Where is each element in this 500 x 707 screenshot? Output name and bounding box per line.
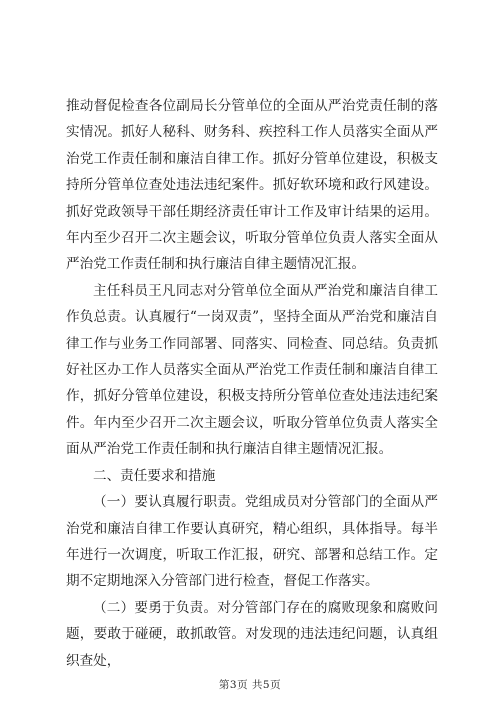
page-number-footer: 第3页 共5页 bbox=[218, 679, 282, 691]
paragraph-3: （一）要认真履行职责。党组成员对分管部门的全面从严治党和廉洁自律工作要认真研究，精心组织，具体指导。每半年进行一次调度，听取工作汇报，研究、部署和总结工作。定期不定期地深入分管部门进行检查，督促工作落实。 bbox=[66, 494, 438, 590]
section-heading: 二、责任要求和措施 bbox=[93, 467, 216, 484]
paragraph-2: 主任科员王凡同志对分管单位全面从严治党和廉洁自律工作负总责。认真履行“一岗双责”，坚持全面从严治党和廉洁自律工作与业务工作同部署、同落实、同检查、同总结。负责抓好社区办工作人员落实全面从严治党工作责任制和廉洁自律工作，抓好分管单位建设，积极支持所分管单位查处违法违纪案件。年内至少召开二次主题会议，听取分管单位负责人落实全面从严治党工作责任制和执行廉洁自律主题情况汇报。 bbox=[66, 282, 438, 458]
document-body bbox=[66, 93, 438, 674]
paragraph-1: 推动督促检查各位副局长分管单位的全面从严治党责任制的落实情况。抓好人秘科、财务科、疾控科工作人员落实全面从严治党工作责任制和廉洁自律工作。抓好分管单位建设，积极支持所分管单位查处违法违纪案件。抓好软环境和政行风建设。抓好党政领导干部任期经济责任审计工作及审计结果的运用。年内至少召开二次主题会议，听取分管单位负责人落实全面从严治党工作责任制和执行廉洁自律主题情况汇报。 bbox=[66, 98, 438, 273]
paragraph-4: （二）要勇于负责。对分管部门存在的腐败现象和腐败问题，要敢于碰硬，敢抓敢管。对发现的违法违纪问题，认真组织查处， bbox=[66, 599, 438, 669]
